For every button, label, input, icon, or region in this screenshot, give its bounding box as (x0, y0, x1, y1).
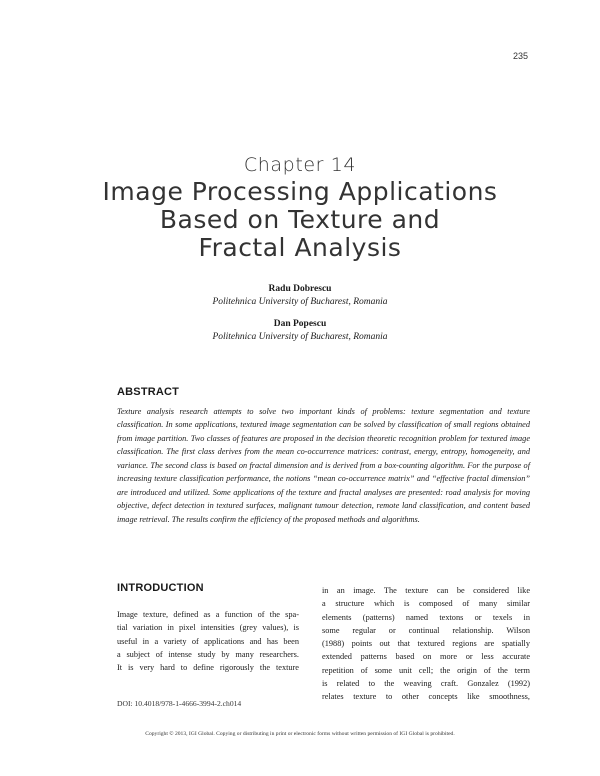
text-line: It is very hard to define rigorously the texture (117, 663, 299, 672)
introduction-right-column (322, 584, 530, 703)
doi: DOI: 10.4018/978-1-4666-3994-2.ch014 (117, 699, 242, 708)
text-line: relates texture to other concepts like smoothness, (322, 692, 530, 701)
introduction-left-column (117, 608, 299, 674)
chapter-label: Chapter 14 (243, 154, 357, 176)
text-line: useful in a variety of applications and has been (117, 636, 299, 646)
text-line: tial variation in pixel intensities (grey values), is (117, 623, 299, 633)
introduction-heading: INTRODUCTION (117, 582, 204, 594)
text-line: some regular or continual relationship. Wilson (322, 625, 530, 635)
text-line: (1988) points out that textured regions are spatially (322, 639, 530, 648)
author-block (0, 318, 600, 344)
text-line: in an image. The texture can be considered like (322, 586, 530, 595)
copyright-notice: Copyright © 2013, IGI Global. Copying or distributing in print or electronic forms without written permission of IGI Global is prohibited. (145, 731, 455, 737)
abstract-text: Texture analysis research attempts to solve two important kinds of problems: texture segmentation and texture classification. In some applications, textured image segmentation can be solved by classification of small regions obtained from image partition. Two classes of features are proposed in the decision theoretic recognition problem for textured image classification. The first class derives from the mean co-occurrence matrices: contrast, energy, entropy, homogeneity, and variance. The second class is based on fractal dimension and is derived from a box-counting algorithm. For the purpose of increasing texture classification performance, the notions “mean co-occurrence matrix” and “effective fractal dimension” are introduced and utilized. Some applications of the texture and fractal analyses are presented: road analysis for moving objective, defect detection in textured surfaces, malignant tumour detection, remote land classification, and content based image retrieval. The results confirm the efficiency of the proposed methods and algorithms. (117, 407, 530, 524)
text-line: is related to the weaving craft. Gonzalez (1992) (322, 678, 530, 688)
author-affiliation: Politehnica University of Bucharest, Romania (212, 297, 388, 307)
author-name: Dan Popescu (273, 319, 327, 329)
author-affiliation: Politehnica University of Bucharest, Romania (212, 332, 388, 342)
abstract-heading: ABSTRACT (117, 386, 180, 398)
chapter-title-line: Image Processing Applications (102, 177, 498, 206)
text-line: extended patterns based on more or less accurate (322, 652, 530, 662)
text-line: Image texture, defined as a function of the spa- (117, 610, 299, 619)
page-number: 235 (513, 51, 529, 61)
chapter-title-line: Based on Texture and (159, 205, 441, 234)
text-line: a structure which is composed of many similar (322, 599, 530, 609)
author-name: Radu Dobrescu (268, 284, 332, 294)
text-line: elements (patterns) named textons or texels in (322, 612, 530, 622)
author-block (0, 283, 600, 309)
chapter-title-line: Fractal Analysis (198, 233, 402, 262)
text-line: repetition of some unit cell; the origin of the term (322, 665, 530, 675)
chapter-title (60, 178, 540, 262)
text-line: a subject of intense study by many researchers. (117, 649, 299, 659)
